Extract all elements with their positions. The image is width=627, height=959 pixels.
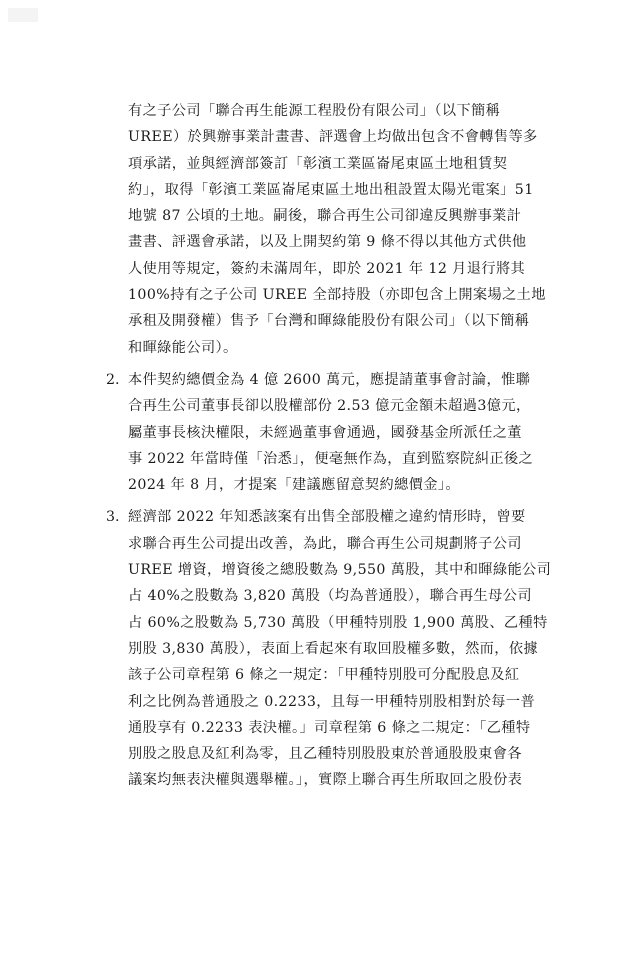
text-line: UREE 增資，增資後之總股數為 9,550 萬股，其中和暉綠能公司 <box>128 562 552 579</box>
text-line: 有之子公司「聯合再生能源工程股份有限公司」（以下簡稱 <box>128 103 501 119</box>
text-line: 合再生公司董事長卻以股權部份 2.53 億元金額未超過3億元， <box>128 398 531 415</box>
text-line: 議案均無表決權與選舉權。」，實際上聯合再生所取回之股份表 <box>128 772 523 789</box>
text-line: 事 2022 年當時僅「治悉」，便毫無作為，直到監察院糾正後之 <box>128 450 534 467</box>
text-line: 和暉綠能公司）。 <box>128 339 238 356</box>
text-line: 人使用等規定，簽約未滿周年，即於 2021 年 12 月退行將其 <box>128 260 526 277</box>
text-line: 經濟部 2022 年知悉該案有出售全部股權之違約情形時，曾要 <box>128 509 526 526</box>
text-line: 畫書、評選會承諾，以及上開契約第 9 條不得以其他方式供他 <box>128 234 527 251</box>
text-line: 求聯合再生公司提出改善，為此，聯合再生公司規劃將子公司 <box>128 535 522 552</box>
text-line: 約」，取得「彰濱工業區崙尾東區土地出租設置太陽光電案」51 <box>128 181 534 198</box>
text-line: 利之比例為普通股之 0.2233，且每一甲種特別股相對於每一普 <box>128 693 536 710</box>
item-number: 2. <box>106 371 120 388</box>
text-line: 屬董事長核決權限，未經過董事會通過，國發基金所派任之董 <box>128 424 522 441</box>
document-body <box>106 98 553 794</box>
text-line: 承租及開發權）售予「台灣和暉綠能股份有限公司」（以下簡稱 <box>128 313 530 330</box>
list-item-2 <box>106 367 553 498</box>
continuation-paragraph <box>128 98 553 361</box>
text-line: 2024 年 8 月，才提案「建議應留意契約總價金」。 <box>128 477 460 494</box>
text-line: 該子公司章程第 6 條之一規定：「甲種特別股可分配股息及紅 <box>128 667 520 684</box>
text-line: 地號 87 公頃的土地。嗣後，聯合再生公司卻違反興辦事業計 <box>128 208 522 225</box>
text-line: 別股 3,830 萬股），表面上看起來有取回股權多數，然而，依據 <box>128 640 539 657</box>
text-line: 100%持有之子公司 UREE 全部持股（亦即包含上開案場之土地 <box>128 287 546 304</box>
text-line: 通股享有 0.2233 表決權。」司章程第 6 條之二規定：「乙種特 <box>128 719 531 736</box>
text-line: UREE）於興辦事業計畫書、評選會上均做出包含不會轉售等多 <box>128 129 538 146</box>
text-line: 項承諾，並與經濟部簽訂「彰濱工業區崙尾東區土地租賃契 <box>128 155 508 172</box>
text-line: 本件契約總價金為 4 億 2600 萬元，應提請董事會討論，惟聯 <box>128 371 531 388</box>
scan-artifact <box>8 8 38 22</box>
text-line: 別股之股息及紅利為零，且乙種特別股股東於普通股股東會各 <box>128 746 522 763</box>
item-number: 3. <box>106 509 120 526</box>
list-item-3 <box>106 504 553 793</box>
text-line: 占 40%之股數為 3,820 萬股（均為普通股），聯合再生母公司 <box>128 588 532 605</box>
text-line: 占 60%之股數為 5,730 萬股（甲種特別股 1,900 萬股、乙種特 <box>128 614 548 631</box>
